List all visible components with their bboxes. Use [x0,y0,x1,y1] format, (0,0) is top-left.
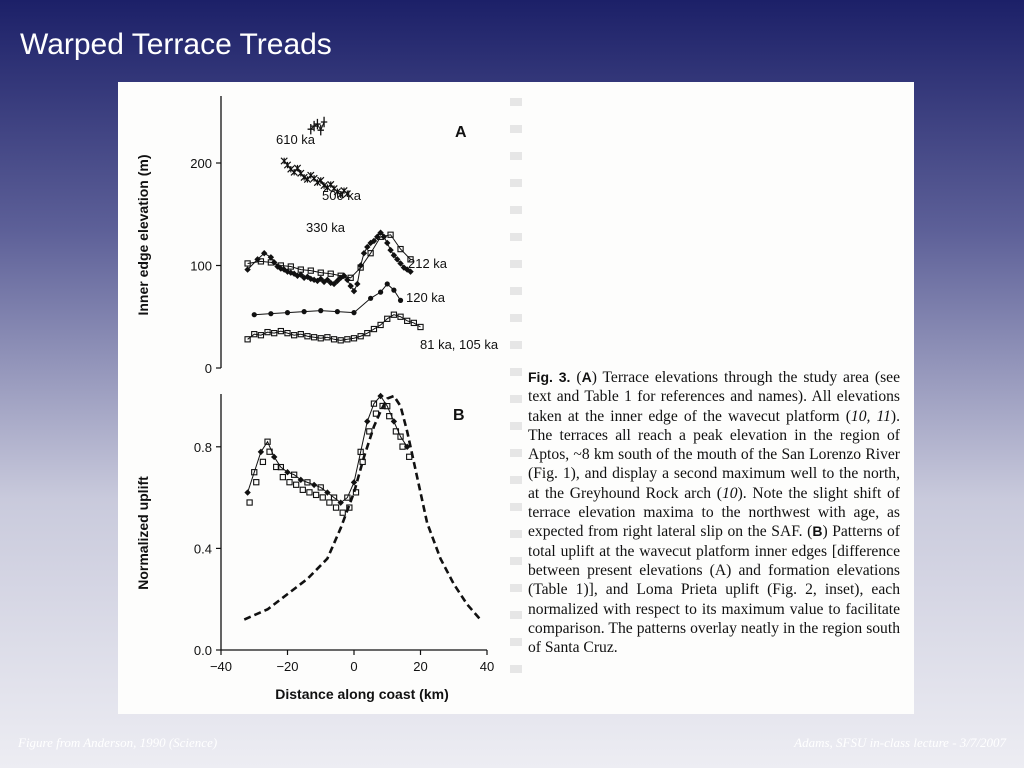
panel-a-series-label: 120 ka [406,290,446,305]
panel-a-data-point [252,312,257,317]
panel-b-data-point [294,482,299,487]
caption-part1: ) Terrace elevations through the study area (see text and Table 1 for references and names). All elevations taken at the inner edge of the wavecut platform ( [528,369,901,425]
panel-a-y-tick-label: 0 [204,361,212,376]
panel-a-series-line [254,284,400,315]
panel-a-data-point [354,281,360,287]
panel-b-loma-prieta-curve [244,396,480,620]
panel-a-data-point [347,283,353,289]
figure-panel [118,82,914,714]
panel-a-series-label: 500 ka [322,188,362,203]
panel-b-data-point [247,500,252,505]
panel-a-data-point [268,311,273,316]
panel-b-y-tick-label: 0.0 [193,643,212,658]
panel-a-y-axis-label: Inner edge elevation (m) [135,154,151,316]
panel-b-data-point [314,492,319,497]
panel-b-data-point [244,489,250,495]
caption-part4: ) Patterns of total uplift at the wavecut platform inner edges [difference between present elevations (A) and formation elevations (Table 1)], and Loma Prieta uplift (Fig. 2, inset), each normalized with respect to its maximum value to facilitate comparison. The patterns overlay neatly in the region south of Santa Cruz. [528,523,900,657]
panel-b-data-point [300,487,305,492]
panel-a-data-point [314,179,320,185]
panel-b-data-point [333,505,338,510]
panel-b-data-point [260,459,265,464]
caption-part2: ). The terraces all reach a peak elevation in the region of Aptos, ~8 km south of the mouth of the San Lorenzo River (Fig. 1), and display a second maximum well to the north, at the Greyhound Rock arch ( [528,407,900,502]
panel-b-x-axis-label: Distance along coast (km) [275,686,449,702]
panel-a-letter: A [455,124,467,141]
panel-a-data-point [384,240,390,246]
panel-a-data-point [335,309,340,314]
panel-b-data-point [258,449,264,455]
caption-refs: 10, 11 [850,407,891,425]
panel-b-data-point [254,480,259,485]
panel-b-letter: B [453,407,465,424]
panel-b-y-tick-label: 0.8 [193,439,212,455]
panel-b-data-point [320,495,325,500]
panel-a-data-point [391,288,396,293]
panel-b-data-point [311,482,317,488]
panel-b-x-tick-label: 40 [479,659,495,674]
panel-a-data-point [285,310,290,315]
panel-a-data-point [378,290,383,295]
panel-b-x-tick-label: −20 [276,659,299,674]
panel-a-data-point [301,174,307,180]
caption-fig-label: Fig. 3. [528,369,571,385]
panel-b-y-tick-label: 0.4 [193,541,212,557]
panel-a-data-point [302,309,307,314]
panel-a-series-label: 81 ka, 105 ka [420,337,499,352]
panel-a-data-point [351,288,357,294]
panel-b-data-point [287,480,292,485]
panel-a-data-point [321,117,327,127]
figure-caption [528,368,900,657]
panel-b-x-tick-label: 20 [413,659,428,674]
caption-part3: ). Note the slight shift of terrace elevation maxima to the northwest with age, as expected from right lateral slip on the SAF. ( [528,484,900,541]
panel-a-data-point [398,298,403,303]
slide-title: Warped Terrace Treads [20,28,332,61]
panel-a-series-label: 212 ka [408,256,448,271]
panel-a-series-label: 610 ka [276,132,316,147]
footer-credit: Figure from Anderson, 1990 (Science) [18,735,218,750]
panel-a-y-tick-label: 100 [190,258,212,274]
caption-ref10: 10 [721,484,738,502]
panel-a-y-tick-label: 200 [190,156,212,171]
footer-lecture: Adams, SFSU in-class lecture - 3/7/2007 [794,735,1006,750]
panel-b-data-point [280,475,285,480]
panel-b-data-point [340,510,345,515]
caption-panel-a: A [581,369,592,385]
panel-a-data-point [387,247,393,253]
panel-a-data-point [361,250,367,256]
panel-b-x-tick-label: 0 [350,659,358,674]
panel-a-series-label: 330 ka [306,220,346,235]
caption-panel-b: B [812,523,823,540]
caption-open-paren: ( [576,369,582,386]
panel-b-data-point [307,490,312,495]
panel-a-data-point [318,308,323,313]
panel-a-data-point [368,296,373,301]
panel-a-data-point [351,310,356,315]
panel-a-data-point [385,281,390,286]
panel-b-data-point [364,418,370,424]
panel-b-x-tick-label: −40 [209,659,233,674]
panel-b-y-axis-label: Normalized uplift [135,476,151,590]
